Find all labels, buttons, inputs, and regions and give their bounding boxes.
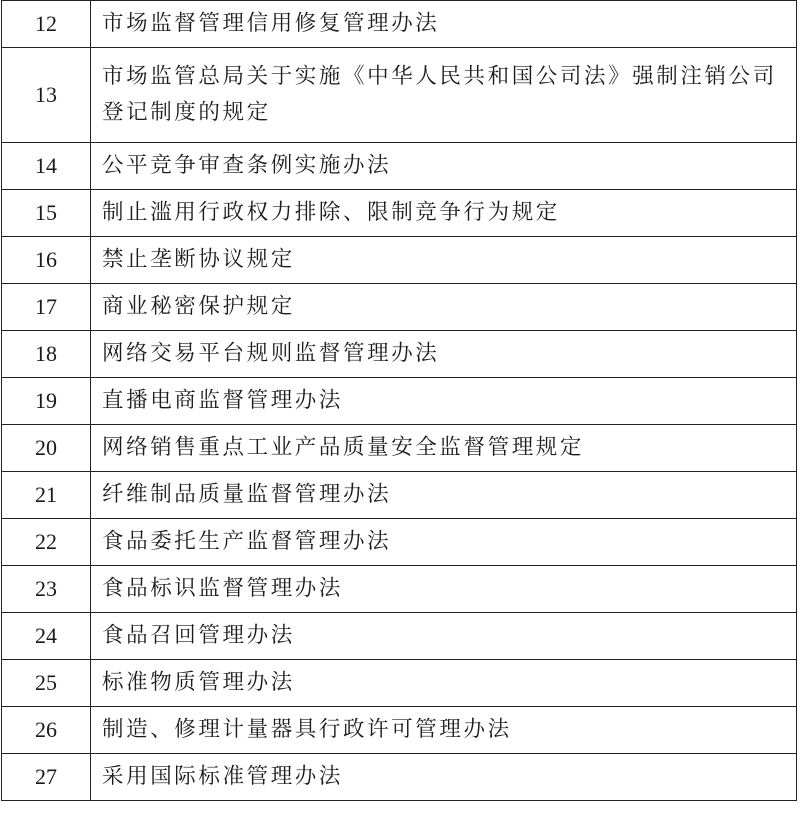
row-number: 27 xyxy=(2,754,91,801)
regulation-title: 食品召回管理办法 xyxy=(91,613,797,660)
regulations-table xyxy=(1,0,797,801)
table-row xyxy=(2,1,797,48)
table-row xyxy=(2,660,797,707)
regulation-title: 直播电商监督管理办法 xyxy=(91,378,797,425)
regulation-title: 纤维制品质量监督管理办法 xyxy=(91,472,797,519)
regulation-title: 市场监督管理信用修复管理办法 xyxy=(91,1,797,48)
row-number: 26 xyxy=(2,707,91,754)
row-number: 22 xyxy=(2,519,91,566)
regulation-title: 食品标识监督管理办法 xyxy=(91,566,797,613)
table-row xyxy=(2,284,797,331)
table-row xyxy=(2,754,797,801)
regulation-title: 食品委托生产监督管理办法 xyxy=(91,519,797,566)
row-number: 18 xyxy=(2,331,91,378)
regulation-title: 制造、修理计量器具行政许可管理办法 xyxy=(91,707,797,754)
row-number: 12 xyxy=(2,1,91,48)
table-row xyxy=(2,707,797,754)
row-number: 15 xyxy=(2,190,91,237)
row-number: 24 xyxy=(2,613,91,660)
table-row xyxy=(2,48,797,143)
regulation-title: 商业秘密保护规定 xyxy=(91,284,797,331)
row-number: 16 xyxy=(2,237,91,284)
table-row xyxy=(2,613,797,660)
table-row xyxy=(2,472,797,519)
regulation-title: 网络交易平台规则监督管理办法 xyxy=(91,331,797,378)
regulation-title: 标准物质管理办法 xyxy=(91,660,797,707)
table-row xyxy=(2,237,797,284)
regulation-title: 公平竞争审查条例实施办法 xyxy=(91,143,797,190)
row-number: 21 xyxy=(2,472,91,519)
row-number: 17 xyxy=(2,284,91,331)
regulation-title: 禁止垄断协议规定 xyxy=(91,237,797,284)
row-number: 14 xyxy=(2,143,91,190)
table-row xyxy=(2,190,797,237)
table-row xyxy=(2,378,797,425)
table-row xyxy=(2,566,797,613)
table-row xyxy=(2,425,797,472)
regulation-title: 采用国际标准管理办法 xyxy=(91,754,797,801)
regulation-title: 市场监管总局关于实施《中华人民共和国公司法》强制注销公司登记制度的规定 xyxy=(91,48,797,143)
table-row xyxy=(2,519,797,566)
row-number: 25 xyxy=(2,660,91,707)
row-number: 13 xyxy=(2,48,91,143)
regulations-table-body xyxy=(2,1,797,801)
row-number: 23 xyxy=(2,566,91,613)
regulation-title: 制止滥用行政权力排除、限制竞争行为规定 xyxy=(91,190,797,237)
row-number: 20 xyxy=(2,425,91,472)
table-row xyxy=(2,331,797,378)
table-row xyxy=(2,143,797,190)
regulation-title: 网络销售重点工业产品质量安全监督管理规定 xyxy=(91,425,797,472)
row-number: 19 xyxy=(2,378,91,425)
